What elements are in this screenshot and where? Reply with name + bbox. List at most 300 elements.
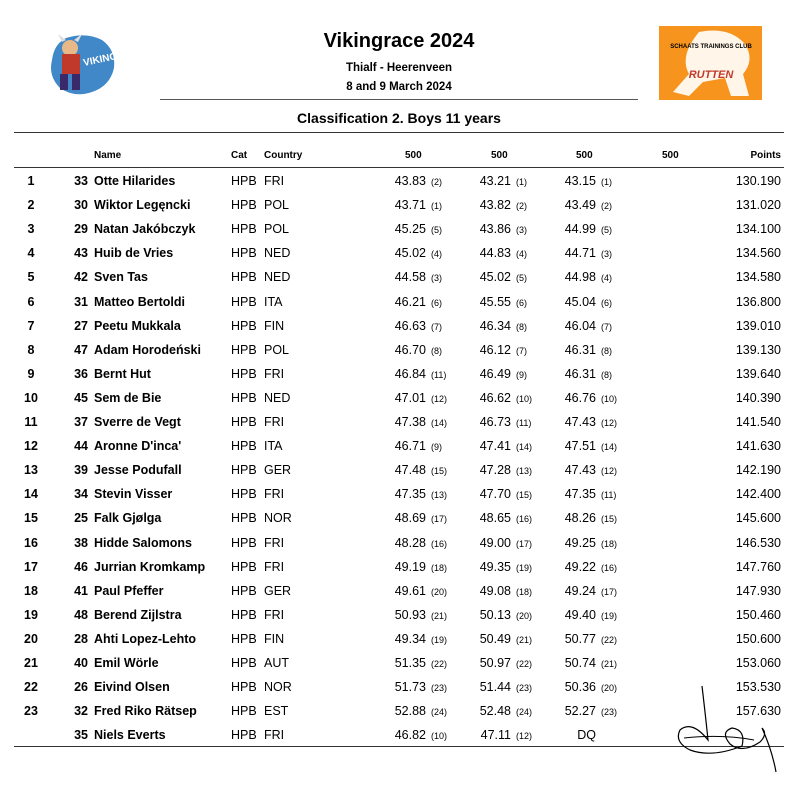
athlete-name: Eivind Olsen [94,680,170,695]
athlete-name: Natan Jakóbczyk [94,222,196,237]
rank-500-1: (1) [431,201,442,212]
rank-cell: 21 [24,656,38,670]
rank-500-1: (5) [431,225,442,236]
category-cell: HPB [231,656,257,670]
country-cell: ITA [264,294,283,309]
time-500-1: 46.82 [394,728,426,743]
time-500-3: 46.31 [564,342,596,357]
time-500-3: 47.51 [564,439,596,454]
category-cell: HPB [231,415,257,429]
country-cell: POL [264,222,290,237]
rank-500-2: (12) [516,731,533,742]
points-cell: 150.600 [735,631,781,646]
time-500-2: 50.97 [479,656,511,670]
table-row [0,411,798,435]
time-500-1: 48.69 [394,511,426,526]
rank-500-1: (17) [431,514,448,525]
rank-500-3: (2) [601,201,612,212]
time-500-3: 43.49 [564,198,596,213]
athlete-name: Paul Pfeffer [94,583,164,598]
country-cell: FIN [264,631,285,646]
country-cell: GER [264,583,292,598]
col-header-distance-1: 500 [405,150,422,161]
header-row-divider [14,167,784,168]
rank-500-1: (15) [431,466,448,477]
table-row [0,532,798,556]
athlete-name: Sverre de Vegt [94,415,181,429]
bib-cell: 31 [74,294,88,309]
rank-cell: 2 [27,198,35,213]
time-500-2: 45.55 [479,294,511,309]
rank-500-1: (3) [431,273,442,284]
signature [672,680,788,778]
category-cell: HPB [231,535,257,550]
time-500-3: 46.31 [564,366,596,381]
time-500-3: 50.74 [564,656,596,670]
points-cell: 134.580 [735,270,781,285]
rank-cell: 11 [24,415,38,429]
time-500-1: 45.25 [394,222,426,237]
rank-500-1: (10) [431,731,448,742]
bib-cell: 44 [74,439,88,454]
table-row [0,604,798,628]
bib-cell: 33 [74,174,88,188]
table-row [0,628,798,652]
rank-500-2: (21) [516,634,533,645]
bib-cell: 46 [74,559,88,574]
rank-cell: 10 [24,390,38,405]
bib-cell: 29 [74,222,88,237]
points-cell: 140.390 [735,390,781,405]
time-500-2: 46.12 [479,342,511,357]
bib-cell: 39 [74,463,88,478]
rank-500-1: (14) [431,418,448,428]
rank-500-2: (6) [516,297,527,308]
rank-500-1: (12) [431,393,448,404]
points-cell: 153.060 [735,656,781,670]
rank-500-2: (19) [516,562,533,573]
bib-cell: 42 [74,270,88,285]
athlete-name: Otte Hilarides [94,174,176,188]
time-500-1: 52.88 [394,704,426,719]
category-cell: HPB [231,728,257,743]
time-500-1: 47.38 [394,415,426,429]
athlete-name: Adam Horodeński [94,342,201,357]
country-cell: NED [264,246,291,261]
time-500-1: 43.71 [394,198,426,213]
time-500-3: 49.22 [564,559,596,574]
table-row [0,459,798,483]
rank-cell: 12 [24,439,38,454]
category-cell: HPB [231,198,257,213]
category-cell: HPB [231,583,257,598]
viking-race-logo [44,30,174,98]
time-500-2: 47.70 [479,487,511,502]
rank-cell: 13 [24,463,38,478]
bib-cell: 26 [74,680,88,695]
category-cell: HPB [231,487,257,502]
rank-500-3: (19) [601,610,618,621]
country-cell: FRI [264,415,285,429]
bib-cell: 47 [74,342,88,357]
rank-500-1: (23) [431,683,448,694]
bib-cell: 32 [74,704,88,719]
time-500-1: 46.71 [394,439,426,454]
logo-right-top-text: SCHAATS TRAININGS CLUB [670,44,752,50]
bib-cell: 48 [74,607,88,622]
time-500-3: 44.99 [564,222,596,237]
bib-cell: 36 [74,366,88,381]
rank-cell: 14 [24,487,38,502]
rank-500-2: (1) [516,177,527,187]
athlete-name: Wiktor Legęncki [94,198,191,213]
table-row [0,652,798,676]
rank-cell: 20 [24,631,38,646]
time-500-3: 45.04 [564,294,596,309]
rank-500-3: (20) [601,683,618,694]
athlete-name: Berend Zijlstra [94,607,182,622]
time-500-3: 43.15 [564,174,596,188]
rank-500-1: (6) [431,297,442,308]
category-cell: HPB [231,174,257,188]
bib-cell: 28 [74,631,88,646]
time-500-2: 47.41 [479,439,511,454]
rank-500-2: (4) [516,249,527,260]
athlete-name: Falk Gjølga [94,511,162,526]
rank-500-1: (11) [431,369,447,380]
country-cell: NOR [264,511,292,526]
country-cell: NED [264,390,291,405]
category-cell: HPB [231,511,257,526]
time-500-1: 49.34 [394,631,426,646]
table-row [0,194,798,218]
points-cell: 142.190 [735,463,781,478]
rank-500-2: (8) [516,321,527,332]
time-500-2: 51.44 [479,680,511,695]
time-500-3: 46.76 [564,390,596,405]
time-500-3: DQ [577,728,596,743]
time-500-1: 46.63 [394,318,426,333]
athlete-name: Hidde Salomons [94,535,192,550]
country-cell: NOR [264,680,292,695]
col-header-points: Points [750,150,781,161]
table-row [0,435,798,459]
time-500-3: 50.36 [564,680,596,695]
category-cell: HPB [231,318,257,333]
table-row [0,242,798,266]
time-500-1: 44.58 [394,270,426,285]
time-500-2: 49.35 [479,559,511,574]
rank-500-3: (12) [601,418,618,428]
table-row [0,363,798,387]
time-500-1: 47.01 [394,390,426,405]
bib-cell: 25 [74,511,88,526]
classification-title: Classification 2. Boys 11 years [297,110,501,126]
rank-500-1: (13) [431,490,448,501]
time-500-1: 50.93 [394,607,426,622]
time-500-2: 50.13 [479,607,511,622]
time-500-3: 46.04 [564,318,596,333]
event-dates: 8 and 9 March 2024 [346,81,452,93]
category-cell: HPB [231,342,257,357]
rank-500-3: (11) [601,490,617,501]
rank-500-3: (14) [601,442,618,453]
points-cell: 134.560 [735,246,781,261]
country-cell: FRI [264,366,285,381]
table-row [0,170,798,194]
rank-cell: 9 [27,366,35,381]
time-500-2: 43.21 [479,174,511,188]
rank-500-2: (18) [516,586,533,597]
rank-500-3: (10) [601,393,618,404]
bib-cell: 41 [74,583,88,598]
time-500-2: 48.65 [479,511,511,526]
rank-500-1: (7) [431,321,442,332]
country-cell: GER [264,463,292,478]
logo-left-text: VIKING RACE 2024 [82,39,174,69]
points-cell: 134.100 [735,222,781,237]
rank-cell: 3 [27,222,35,237]
col-header-distance-4: 500 [662,150,679,161]
time-500-3: 47.35 [564,487,596,502]
col-header-name: Name [94,150,122,161]
rank-500-2: (16) [516,514,533,525]
rank-500-2: (11) [516,418,532,428]
rank-500-3: (22) [601,634,618,645]
athlete-name: Stevin Visser [94,487,173,502]
athlete-name: Emil Wörle [94,656,159,670]
col-header-distance-2: 500 [491,150,508,161]
country-cell: POL [264,342,290,357]
country-cell: FRI [264,559,285,574]
country-cell: FRI [264,607,285,622]
rank-cell: 5 [27,270,35,285]
rank-500-2: (17) [516,538,533,549]
time-500-1: 47.48 [394,463,426,478]
time-500-2: 46.49 [479,366,511,381]
rank-cell: 22 [24,680,38,695]
time-500-2: 49.00 [479,535,511,550]
rank-500-2: (13) [516,466,533,477]
rank-500-3: (16) [601,562,618,573]
rank-500-1: (21) [431,610,448,621]
table-row [0,507,798,531]
time-500-2: 46.73 [479,415,511,429]
points-cell: 150.460 [735,607,781,622]
country-cell: FRI [264,174,285,188]
time-500-1: 46.84 [394,366,426,381]
rank-500-1: (2) [431,177,442,187]
time-500-2: 47.28 [479,463,511,478]
country-cell: FRI [264,728,285,743]
bib-cell: 40 [74,656,88,670]
rank-500-2: (23) [516,683,533,694]
points-cell: 153.530 [735,680,781,695]
rank-500-2: (20) [516,610,533,621]
time-500-2: 47.11 [480,728,511,743]
athlete-name: Huib de Vries [94,246,174,261]
col-header-country: Country [264,150,303,161]
rank-cell: 4 [27,246,35,261]
points-cell: 145.600 [735,511,781,526]
rank-500-3: (8) [601,369,612,380]
rank-500-3: (15) [601,514,618,525]
rank-500-2: (9) [516,369,527,380]
bib-cell: 30 [74,198,88,213]
time-500-2: 46.34 [479,318,511,333]
time-500-2: 52.48 [479,704,511,719]
country-cell: FIN [264,318,285,333]
time-500-1: 51.73 [394,680,426,695]
rank-500-2: (14) [516,442,533,453]
time-500-3: 48.26 [564,511,596,526]
rank-500-2: (15) [516,490,533,501]
rank-500-1: (22) [431,659,448,669]
time-500-3: 49.25 [564,535,596,550]
rank-500-1: (18) [431,562,448,573]
rank-cell: 18 [24,583,38,598]
rank-500-1: (8) [431,345,442,356]
rank-cell: 23 [24,704,38,719]
rank-500-1: (20) [431,586,448,597]
rank-cell: 16 [24,535,38,550]
country-cell: NED [264,270,291,285]
country-cell: ITA [264,439,283,454]
category-cell: HPB [231,222,257,237]
time-500-2: 46.62 [479,390,511,405]
time-500-3: 47.43 [564,415,596,429]
athlete-name: Sven Tas [94,270,148,285]
time-500-1: 45.02 [394,246,426,261]
time-500-3: 44.71 [564,246,596,261]
rank-500-2: (2) [516,201,527,212]
athlete-name: Jesse Podufall [94,463,182,478]
rank-500-3: (18) [601,538,618,549]
points-cell: 146.530 [735,535,781,550]
rank-500-1: (19) [431,634,448,645]
points-cell: 141.630 [735,439,781,454]
time-500-2: 43.86 [479,222,511,237]
table-row [0,580,798,604]
bib-cell: 45 [74,390,88,405]
rank-500-2: (3) [516,225,527,236]
time-500-2: 45.02 [479,270,511,285]
rank-500-1: (16) [431,538,448,549]
time-500-2: 44.83 [479,246,511,261]
bib-cell: 27 [74,318,88,333]
bib-cell: 34 [74,487,88,502]
category-cell: HPB [231,366,257,381]
points-cell: 147.930 [735,583,781,598]
table-row [0,266,798,290]
category-cell: HPB [231,439,257,454]
rank-cell: 15 [24,511,38,526]
table-row [0,291,798,315]
table-row [0,218,798,242]
table-row [0,556,798,580]
athlete-name: Ahti Lopez-Lehto [94,631,197,646]
bottom-divider [14,746,784,747]
rank-500-2: (10) [516,393,533,404]
time-500-1: 49.19 [394,559,426,574]
bib-cell: 38 [74,535,88,550]
category-cell: HPB [231,463,257,478]
points-cell: 139.640 [735,366,781,381]
rank-500-3: (4) [601,273,612,284]
category-cell: HPB [231,246,257,261]
time-500-3: 50.77 [564,631,596,646]
category-cell: HPB [231,390,257,405]
rank-500-3: (1) [601,177,612,187]
time-500-3: 49.24 [564,583,596,598]
rank-500-3: (8) [601,345,612,356]
event-venue: Thialf - Heerenveen [345,62,453,74]
points-cell: 136.800 [735,294,781,309]
category-cell: HPB [231,680,257,695]
points-cell: 130.190 [735,174,781,188]
country-cell: AUT [264,656,289,670]
athlete-name: Jurrian Kromkamp [94,559,206,574]
rank-500-2: (5) [516,273,527,284]
country-cell: FRI [264,535,285,550]
rank-cell: 19 [24,607,38,622]
top-divider [14,132,784,133]
event-title: Vikingrace 2024 [323,30,475,52]
rank-500-2: (24) [516,707,533,718]
time-500-3: 44.98 [564,270,596,285]
rank-500-1: (9) [431,442,442,453]
rank-500-2: (22) [516,659,533,669]
points-cell: 142.400 [735,487,781,502]
athlete-name: Fred Riko Rätsep [94,704,197,719]
time-500-2: 50.49 [479,631,511,646]
rank-cell: 1 [27,174,35,188]
time-500-2: 43.82 [479,198,511,213]
rank-500-3: (7) [601,321,612,332]
time-500-1: 43.83 [394,174,426,188]
athlete-name: Bernt Hut [94,366,151,381]
time-500-3: 52.27 [564,704,596,719]
points-cell: 147.760 [735,559,781,574]
country-cell: EST [264,704,289,719]
col-header-distance-3: 500 [576,150,593,161]
time-500-1: 51.35 [394,656,426,670]
rank-500-3: (12) [601,466,618,477]
time-500-1: 47.35 [394,487,426,502]
time-500-3: 47.43 [564,463,596,478]
category-cell: HPB [231,607,257,622]
logo-right-bottom-text: RUTTEN [688,69,734,81]
rank-500-1: (24) [431,707,448,718]
points-cell: 131.020 [735,198,781,213]
rank-500-2: (7) [516,345,527,356]
time-500-1: 46.70 [394,342,426,357]
time-500-1: 48.28 [394,535,426,550]
country-cell: POL [264,198,290,213]
table-row [0,483,798,507]
country-cell: FRI [264,487,285,502]
athlete-name: Peetu Mukkala [94,318,181,333]
athlete-name: Sem de Bie [94,390,162,405]
athlete-name: Aronne D'inca' [94,439,182,454]
athlete-name: Niels Everts [94,728,166,743]
stc-rutten-logo [659,26,762,100]
rank-500-3: (3) [601,249,612,260]
col-header-cat: Cat [231,150,248,161]
table-row [0,315,798,339]
table-row [0,387,798,411]
time-500-1: 46.21 [394,294,426,309]
